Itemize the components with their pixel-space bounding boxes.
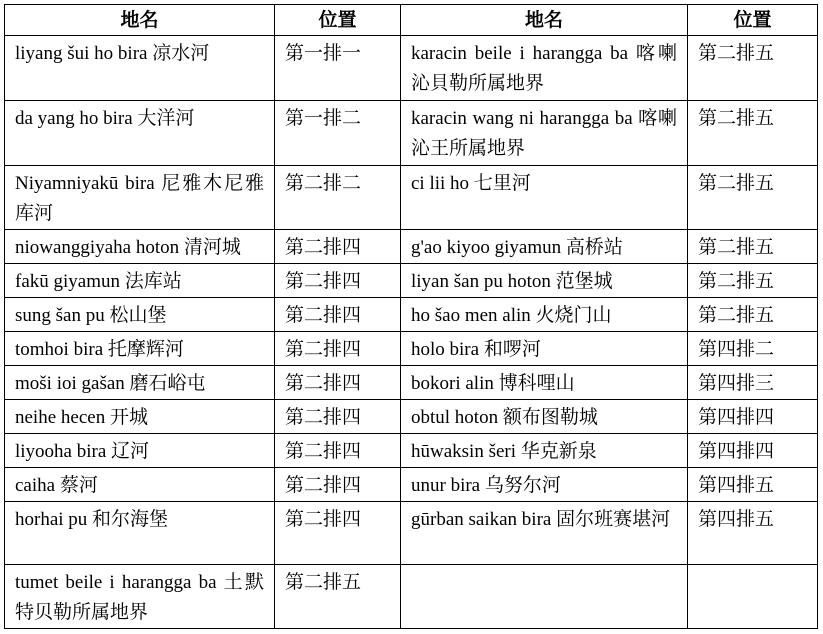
table-row — [5, 230, 818, 264]
left-place-name: horhai pu 和尔海堡 — [5, 502, 275, 565]
right-place-name: obtul hoton 额布图勒城 — [401, 400, 688, 434]
table-row — [5, 366, 818, 400]
left-place-name: caiha 蔡河 — [5, 468, 275, 502]
right-place-name — [401, 565, 688, 629]
place-names-table-container — [4, 4, 818, 629]
table-row — [5, 434, 818, 468]
table-row — [5, 101, 818, 166]
right-place-name: hūwaksin šeri 华克新泉 — [401, 434, 688, 468]
right-place-name: ho šao men alin 火烧门山 — [401, 298, 688, 332]
left-position: 第二排四 — [275, 400, 401, 434]
right-place-name: karacin beile i harangga ba 喀喇沁貝勒所属地界 — [401, 36, 688, 101]
left-position: 第二排四 — [275, 468, 401, 502]
right-place-name: ci lii ho 七里河 — [401, 166, 688, 230]
left-place-name: sung šan pu 松山堡 — [5, 298, 275, 332]
left-place-name: da yang ho bira 大洋河 — [5, 101, 275, 166]
header-place-name-right: 地名 — [401, 5, 688, 36]
right-position: 第四排五 — [688, 502, 818, 565]
right-position: 第四排三 — [688, 366, 818, 400]
right-place-name: holo bira 和啰河 — [401, 332, 688, 366]
right-place-name: unur bira 乌努尔河 — [401, 468, 688, 502]
left-place-name: tumet beile i harangga ba 土默特贝勒所属地界 — [5, 565, 275, 629]
table-row — [5, 264, 818, 298]
left-place-name: liyooha bira 辽河 — [5, 434, 275, 468]
left-position: 第一排一 — [275, 36, 401, 101]
left-position: 第二排五 — [275, 565, 401, 629]
right-position: 第四排二 — [688, 332, 818, 366]
left-position: 第二排四 — [275, 434, 401, 468]
right-position: 第二排五 — [688, 166, 818, 230]
left-place-name: niowanggiyaha hoton 清河城 — [5, 230, 275, 264]
table-row — [5, 565, 818, 629]
left-place-name: fakū giyamun 法库站 — [5, 264, 275, 298]
header-place-name-left: 地名 — [5, 5, 275, 36]
left-place-name: moši ioi gašan 磨石峪屯 — [5, 366, 275, 400]
right-place-name: gūrban saikan bira 固尔班赛堪河 — [401, 502, 688, 565]
left-position: 第二排四 — [275, 502, 401, 565]
left-position: 第二排二 — [275, 166, 401, 230]
table-row — [5, 298, 818, 332]
right-position: 第二排五 — [688, 36, 818, 101]
right-position: 第二排五 — [688, 264, 818, 298]
right-place-name: karacin wang ni harangga ba 喀喇沁王所属地界 — [401, 101, 688, 166]
table-row — [5, 502, 818, 565]
left-place-name: liyang šui ho bira 凉水河 — [5, 36, 275, 101]
left-position: 第二排四 — [275, 298, 401, 332]
right-position: 第二排五 — [688, 298, 818, 332]
right-place-name: bokori alin 博科哩山 — [401, 366, 688, 400]
left-position: 第二排四 — [275, 332, 401, 366]
right-place-name: liyan šan pu hoton 范堡城 — [401, 264, 688, 298]
left-place-name: neihe hecen 开城 — [5, 400, 275, 434]
left-position: 第一排二 — [275, 101, 401, 166]
right-position: 第二排五 — [688, 101, 818, 166]
table-row — [5, 400, 818, 434]
right-position: 第二排五 — [688, 230, 818, 264]
header-position-right: 位置 — [688, 5, 818, 36]
header-position-left: 位置 — [275, 5, 401, 36]
left-position: 第二排四 — [275, 230, 401, 264]
table-row — [5, 468, 818, 502]
table-row — [5, 166, 818, 230]
right-position: 第四排四 — [688, 434, 818, 468]
right-position — [688, 565, 818, 629]
left-place-name: tomhoi bira 托摩辉河 — [5, 332, 275, 366]
right-place-name: g'ao kiyoo giyamun 高桥站 — [401, 230, 688, 264]
table-row — [5, 36, 818, 101]
place-names-table — [4, 4, 818, 629]
table-header-row — [5, 5, 818, 36]
table-row — [5, 332, 818, 366]
left-place-name: Niyamniyakū bira 尼雅木尼雅库河 — [5, 166, 275, 230]
right-position: 第四排五 — [688, 468, 818, 502]
left-position: 第二排四 — [275, 264, 401, 298]
left-position: 第二排四 — [275, 366, 401, 400]
right-position: 第四排四 — [688, 400, 818, 434]
